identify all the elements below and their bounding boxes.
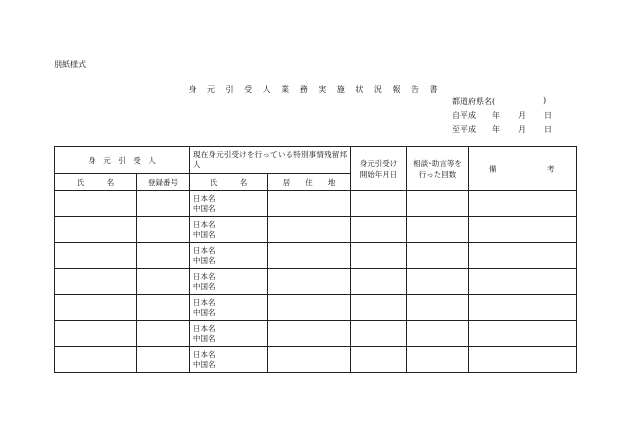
guarantor-name-cell[interactable]: [55, 347, 137, 373]
remarks-cell[interactable]: [469, 347, 577, 373]
guarantor-name-cell[interactable]: [55, 269, 137, 295]
start-date-cell[interactable]: [351, 269, 407, 295]
consult-count-cell[interactable]: [407, 217, 469, 243]
chinese-name-label: 中国名: [193, 229, 216, 239]
remarks-header-char2: 考: [547, 164, 555, 173]
period-to-day: 日: [544, 125, 552, 134]
col-resident-name: 氏 名: [190, 174, 268, 191]
table-row: [55, 243, 577, 269]
report-table: [54, 146, 577, 373]
japanese-name-label: 日本名: [193, 297, 216, 307]
residence-cell[interactable]: [268, 191, 351, 217]
japanese-name-label: 日本名: [193, 193, 216, 203]
resident-names-cell[interactable]: [190, 321, 268, 347]
resident-names-cell[interactable]: [190, 347, 268, 373]
japanese-name-label: 日本名: [193, 245, 216, 255]
guarantor-name-cell[interactable]: [55, 295, 137, 321]
col-residence: 居 住 地: [268, 174, 351, 191]
resident-names-cell[interactable]: [190, 191, 268, 217]
period-from-year: 年: [492, 111, 500, 120]
chinese-name-label: 中国名: [193, 307, 216, 317]
remarks-cell[interactable]: [469, 295, 577, 321]
consult-header-line1: 相談･助言等を: [413, 158, 462, 168]
period-from-day: 日: [544, 111, 552, 120]
start-date-cell[interactable]: [351, 321, 407, 347]
registration-number-cell[interactable]: [137, 217, 190, 243]
registration-number-cell[interactable]: [137, 243, 190, 269]
period-from: [452, 110, 562, 121]
period-to: [452, 124, 562, 135]
remarks-header-char1: 備: [489, 164, 497, 173]
table-row: [55, 217, 577, 243]
prefecture-label: 都道府県名(: [452, 97, 496, 106]
guarantor-header: 身 元 引 受 人: [55, 147, 190, 174]
remarks-cell[interactable]: [469, 191, 577, 217]
guarantor-name-cell[interactable]: [55, 243, 137, 269]
prefecture-close: ): [543, 96, 547, 105]
remarks-cell[interactable]: [469, 243, 577, 269]
consult-count-cell[interactable]: [407, 243, 469, 269]
japanese-name-label: 日本名: [193, 349, 216, 359]
remarks-header: [469, 147, 577, 191]
resident-names-cell[interactable]: [190, 243, 268, 269]
col-guarantor-name: 氏 名: [55, 174, 137, 191]
consult-count-cell[interactable]: [407, 321, 469, 347]
registration-number-cell[interactable]: [137, 321, 190, 347]
consult-header-line2: 行った回数: [418, 169, 457, 179]
residence-cell[interactable]: [268, 321, 351, 347]
start-date-cell[interactable]: [351, 191, 407, 217]
remarks-cell[interactable]: [469, 217, 577, 243]
start-date-header-line1: 身元引受け: [359, 158, 398, 168]
start-date-header-line2: 開始年月日: [359, 169, 398, 179]
registration-number-cell[interactable]: [137, 347, 190, 373]
resident-header: 現在身元引受けを行っている特別事情残留邦人: [190, 147, 351, 174]
prefecture-line: [452, 96, 552, 107]
period-to-month: 月: [518, 125, 526, 134]
japanese-name-label: 日本名: [193, 219, 216, 229]
residence-cell[interactable]: [268, 243, 351, 269]
start-date-cell[interactable]: [351, 347, 407, 373]
start-date-cell[interactable]: [351, 295, 407, 321]
chinese-name-label: 中国名: [193, 255, 216, 265]
period-from-prefix: 自平成: [452, 111, 476, 120]
guarantor-name-cell[interactable]: [55, 191, 137, 217]
form-label: 別紙様式: [54, 60, 86, 69]
consult-count-header: [407, 147, 469, 191]
consult-count-cell[interactable]: [407, 191, 469, 217]
start-date-cell[interactable]: [351, 243, 407, 269]
table-row: [55, 295, 577, 321]
chinese-name-label: 中国名: [193, 359, 216, 369]
resident-names-cell[interactable]: [190, 295, 268, 321]
consult-count-cell[interactable]: [407, 269, 469, 295]
remarks-cell[interactable]: [469, 321, 577, 347]
registration-number-cell[interactable]: [137, 295, 190, 321]
registration-number-cell[interactable]: [137, 191, 190, 217]
guarantor-name-cell[interactable]: [55, 217, 137, 243]
chinese-name-label: 中国名: [193, 203, 216, 213]
start-date-cell[interactable]: [351, 217, 407, 243]
resident-names-cell[interactable]: [190, 269, 268, 295]
table-row: [55, 347, 577, 373]
guarantor-name-cell[interactable]: [55, 321, 137, 347]
consult-count-cell[interactable]: [407, 295, 469, 321]
residence-cell[interactable]: [268, 347, 351, 373]
japanese-name-label: 日本名: [193, 271, 216, 281]
residence-cell[interactable]: [268, 269, 351, 295]
table-row: [55, 191, 577, 217]
chinese-name-label: 中国名: [193, 281, 216, 291]
residence-cell[interactable]: [268, 217, 351, 243]
period-to-prefix: 至平成: [452, 125, 476, 134]
document-title: 身 元 引 受 人 業 務 実 施 状 況 報 告 書: [188, 85, 442, 94]
registration-number-cell[interactable]: [137, 269, 190, 295]
start-date-header: [351, 147, 407, 191]
residence-cell[interactable]: [268, 295, 351, 321]
chinese-name-label: 中国名: [193, 333, 216, 343]
consult-count-cell[interactable]: [407, 347, 469, 373]
japanese-name-label: 日本名: [193, 323, 216, 333]
table-row: [55, 321, 577, 347]
col-registration-number: 登録番号: [137, 174, 190, 191]
table-row: [55, 269, 577, 295]
resident-names-cell[interactable]: [190, 217, 268, 243]
period-to-year: 年: [492, 125, 500, 134]
period-from-month: 月: [518, 111, 526, 120]
remarks-cell[interactable]: [469, 269, 577, 295]
